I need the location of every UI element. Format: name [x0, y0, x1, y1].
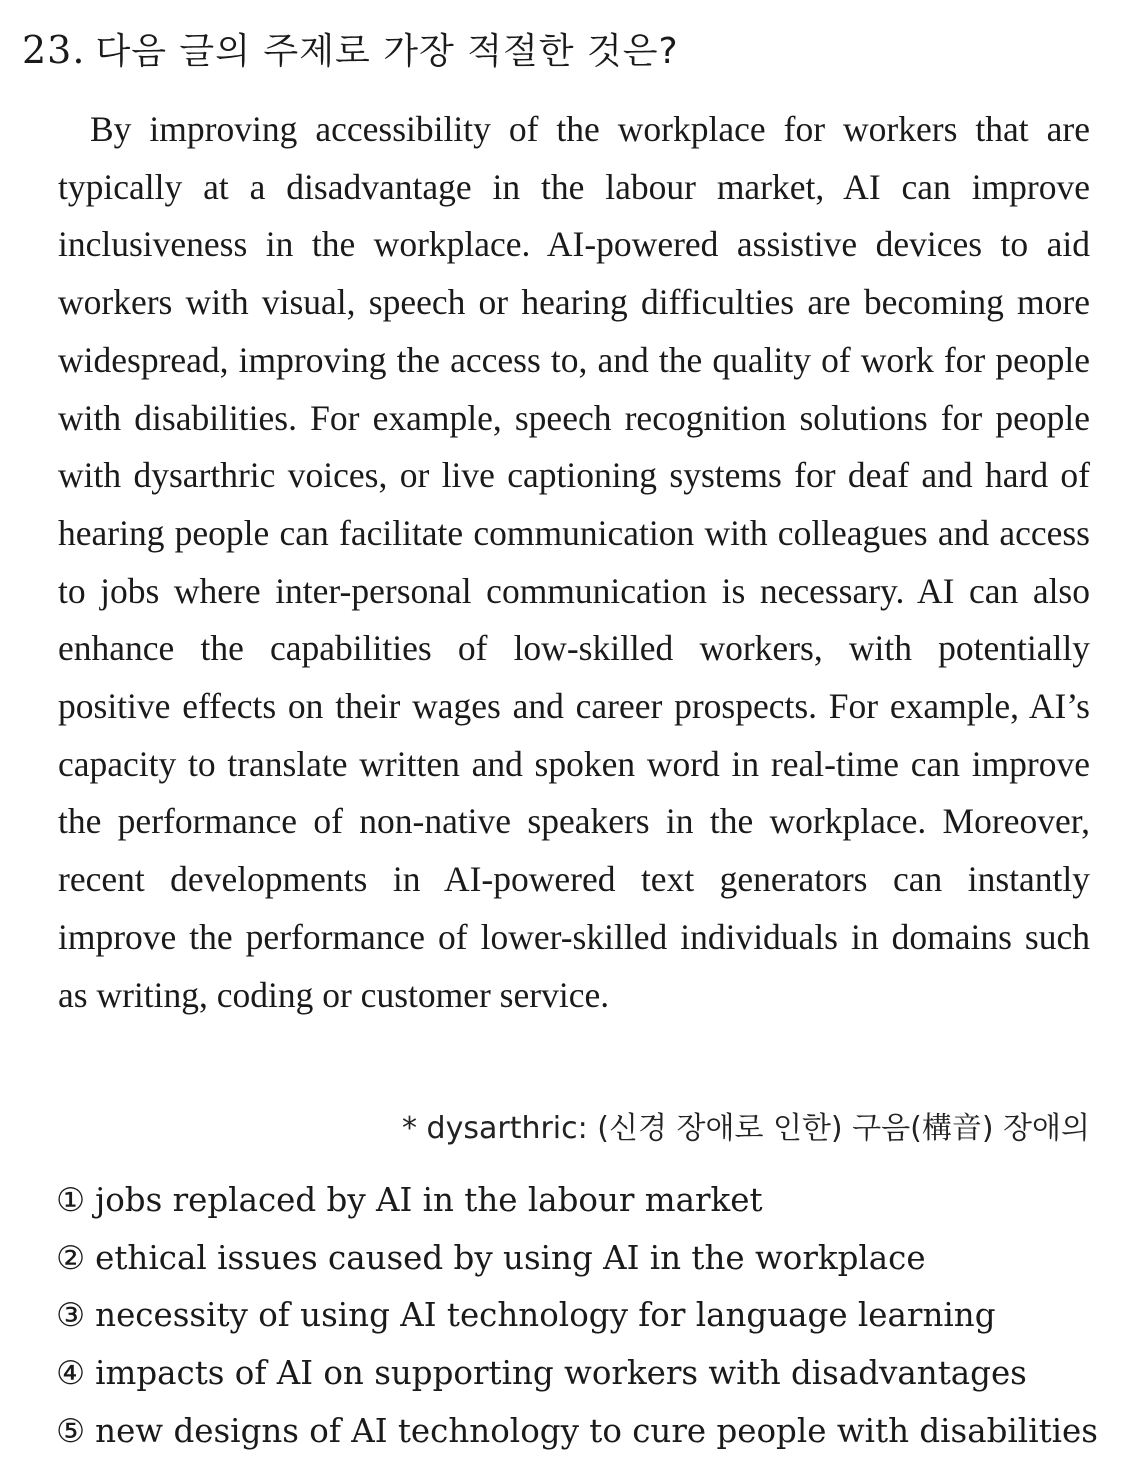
choice-4[interactable]: [56, 1345, 1098, 1403]
choice-text: necessity of using AI technology for language learning: [95, 1296, 996, 1335]
question-header: [22, 22, 679, 80]
choice-marker: ③: [56, 1296, 86, 1335]
choice-text: jobs replaced by AI in the labour market: [95, 1181, 763, 1219]
answer-choices: [56, 1172, 1098, 1461]
choice-3[interactable]: [56, 1287, 1098, 1345]
question-prompt: 다음 글의 주제로 가장 적절한 것은?: [95, 31, 679, 72]
reading-passage: By improving accessibility of the workplace for workers that are typically at a disadvantage in the labour market, AI can improve inclusiveness in the workplace. AI-powered assistive devices to aid workers with visual, speech or hearing difficulties are becoming more widespread, improving the access to, and the quality of work for people with disabilities. For example, speech recognition solutions for people with dysarthric voices, or live captioning systems for deaf and hard of hearing people can facilitate communication with colleagues and access to jobs where inter-personal communication is necessary. AI can also enhance the capabilities of low-skilled workers, with potentially positive effects on their wages and career prospects. For example, AI’s capacity to translate written and spoken word in real-time can improve the performance of non-native speakers in the workplace. Moreover, recent developments in AI-powered text generators can instantly improve the performance of lower-skilled individuals in domains such as writing, coding or customer service.: [58, 109, 1090, 1015]
question-number: 23.: [22, 28, 86, 72]
choice-text: ethical issues caused by using AI in the workplace: [95, 1238, 926, 1277]
footnote: * dysarthric: (신경 장애로 인한) 구음(構音) 장애의: [402, 1111, 1090, 1146]
choice-5[interactable]: [56, 1403, 1098, 1461]
choice-text: impacts of AI on supporting workers with disadvantages: [95, 1354, 1027, 1393]
choice-marker: ②: [56, 1238, 86, 1277]
choice-2[interactable]: [56, 1230, 1098, 1288]
choice-marker: ⑤: [56, 1411, 86, 1450]
choice-marker: ④: [56, 1354, 86, 1393]
choice-1[interactable]: [56, 1172, 1098, 1230]
choice-marker: ①: [56, 1181, 86, 1219]
choice-text: new designs of AI technology to cure people with disabilities: [95, 1411, 1098, 1450]
